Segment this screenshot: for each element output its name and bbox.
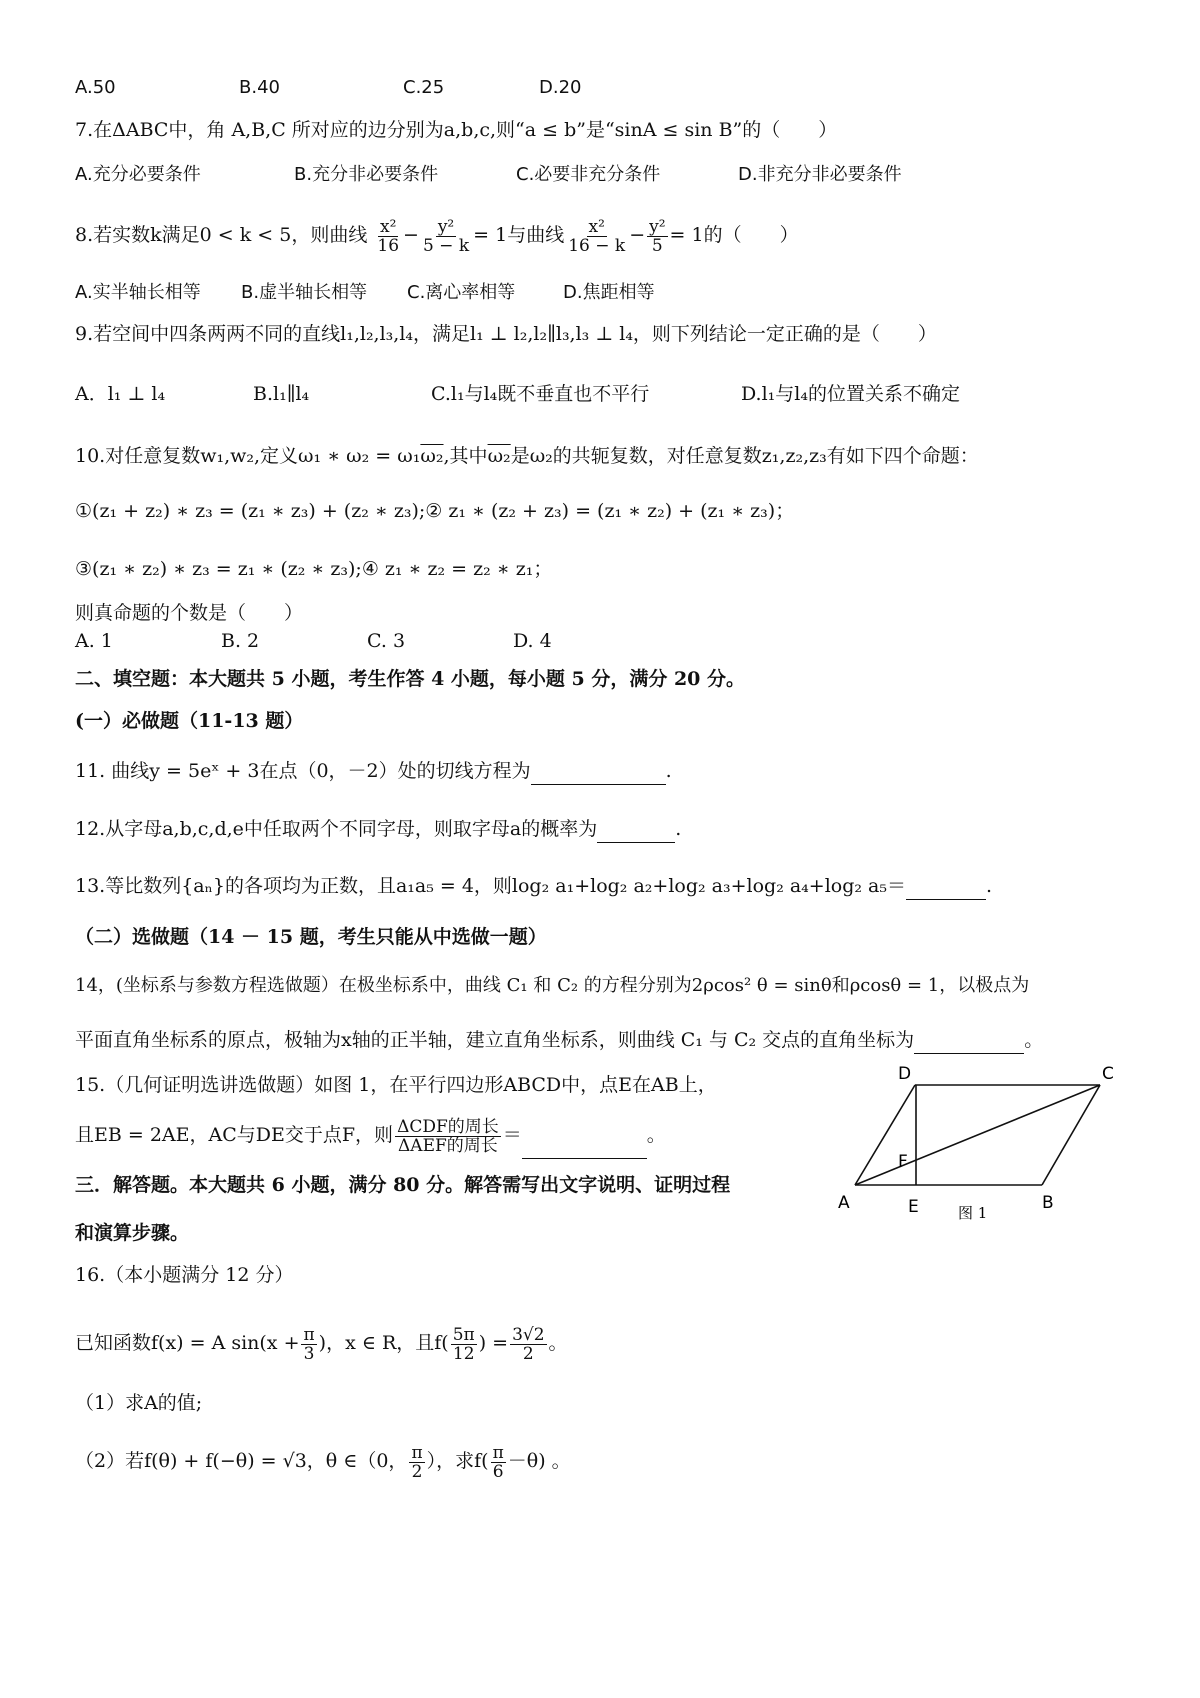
frac-numerator: x² — [588, 216, 605, 237]
q15-equals: ＝ — [502, 1124, 522, 1146]
q8-stem-prefix: 8.若实数k满足0 < k < 5，则曲线 — [75, 224, 368, 246]
q7-options — [75, 162, 902, 188]
frac-denominator: 12 — [452, 1343, 475, 1364]
q16-pi3-frac — [301, 1326, 316, 1363]
q7-stem: 7.在ΔABC中，角 A,B,C 所对应的边分别为a,b,c,则“a ≤ b”是“sinA ≤ sin B”的（ ） — [75, 119, 838, 141]
q8-curve1-rhs: = 1 — [473, 224, 508, 246]
q11 — [75, 758, 672, 785]
q14-line1: 14，(坐标系与参数方程选做题）在极坐标系中，曲线 C₁ 和 C₂ 的方程分别为2ρcos² θ = sinθ和ρcosθ = 1，以极点为 — [75, 975, 1030, 996]
q16-arg-frac — [451, 1326, 477, 1363]
q10-option-c: C. 3 — [367, 630, 406, 652]
q10-option-d: D. 4 — [513, 630, 552, 652]
section2-heading: 二、填空题：本大题共 5 小题，考生作答 4 小题，每小题 5 分，满分 20 分。 — [75, 668, 746, 690]
q9-option-c: C.l₁与l₄既不垂直也不平行 — [431, 383, 650, 405]
q16-part2-arg-frac — [491, 1444, 506, 1481]
q12-answer-blank — [597, 816, 675, 843]
frac-numerator: 5π — [452, 1324, 475, 1345]
q6-option-c: C.25 — [403, 77, 445, 98]
section2a-heading: (一）必做题（11-13 题） — [75, 710, 304, 732]
frac-numerator: y² — [437, 216, 455, 237]
label-f: F — [898, 1152, 908, 1172]
diagonal-ac — [855, 1085, 1100, 1185]
q15-answer-blank — [522, 1112, 647, 1159]
frac-denominator: 5 − k — [422, 235, 470, 256]
q10-conj-1: ω₂ — [420, 445, 444, 467]
figure-caption: 图 1 — [958, 1204, 988, 1222]
q16-given-eq: ) = — [478, 1332, 509, 1354]
q6-option-b: B.40 — [239, 77, 280, 98]
q10-ask: 则真命题的个数是（ ） — [75, 602, 304, 624]
q8-stem: 8.若实数k满足0 < k < 5，则曲线 $\frac{\text{x²}}{16}$ − $\frac{\text{y²}}{5 - k}$ = 1与曲线 $\frac{\text{x²}}{16 - k}$ − $\frac{\text{y²}}{5}$ = 1的（ ） — [75, 216, 799, 256]
q7-option-a: A.充分必要条件 — [75, 164, 201, 185]
q8-options — [75, 280, 655, 306]
q8-curve2-frac2 — [647, 218, 667, 255]
q10-props-2: ③(z₁ ∗ z₂) ∗ z₃ = z₁ ∗ (z₂ ∗ z₃);④ z₁ ∗ z₂ = z₂ ∗ z₁； — [75, 558, 553, 580]
q7-option-d: D.非充分非必要条件 — [738, 164, 902, 185]
q11-answer-blank — [531, 758, 666, 785]
q16-part1: （1）求A的值; — [75, 1392, 203, 1414]
q8-curve2-frac1 — [566, 218, 627, 255]
q16-part2-mid: ），求f( — [426, 1450, 489, 1472]
q6-option-a: A.50 — [75, 77, 116, 98]
frac-numerator: π — [303, 1324, 315, 1345]
q16-given-mid: )，x ∈ R，且f( — [318, 1332, 449, 1354]
section3-heading-line2: 和演算步骤。 — [75, 1222, 190, 1244]
q8-option-b: B.虚半轴长相等 — [241, 282, 368, 303]
frac-denominator: 5 — [651, 235, 663, 256]
q12 — [75, 816, 681, 843]
section3-heading-line1: 三．解答题。本大题共 6 小题，满分 80 分。解答需写出文字说明、证明过程 — [75, 1174, 731, 1196]
q15-line1: 15.（几何证明选讲选做题）如图 1，在平行四边形ABCD中，点E在AB上， — [75, 1074, 717, 1096]
q15-end: 。 — [646, 1124, 666, 1146]
q6-options — [75, 75, 582, 101]
frac-denominator: 2 — [522, 1343, 534, 1364]
q15-ratio-frac — [395, 1118, 501, 1155]
frac-denominator: 3 — [303, 1343, 315, 1364]
frac-denominator: 2 — [411, 1461, 423, 1482]
q11-text: 11. 曲线y = 5eˣ + 3在点（0，－2）处的切线方程为 — [75, 760, 531, 782]
q8-stem-suffix: 的（ ） — [703, 224, 799, 246]
q7-option-b: B.充分非必要条件 — [294, 164, 439, 185]
q7-option-c: C.必要非充分条件 — [516, 164, 661, 185]
frac-numerator: π — [492, 1442, 504, 1463]
q15-line2 — [75, 1112, 666, 1159]
q13 — [75, 873, 992, 900]
q16-part2-pi-frac — [409, 1444, 424, 1481]
q16-part2-end: －θ) 。 — [507, 1450, 571, 1472]
q16-header: 16.（本小题满分 12 分） — [75, 1264, 294, 1286]
q10-props-1: ①(z₁ + z₂) ∗ z₃ = (z₁ ∗ z₃) + (z₂ ∗ z₃);② z₁ ∗ (z₂ + z₃) = (z₁ ∗ z₂) + (z₁ ∗ z₃)； — [75, 500, 795, 522]
q8-option-c: C.离心率相等 — [407, 282, 516, 303]
q10-stem-b: ,其中 — [443, 445, 488, 467]
q8-curve2-rhs: = 1 — [669, 224, 704, 246]
edge-cb — [1042, 1085, 1100, 1185]
label-e: E — [908, 1197, 919, 1217]
q8-option-d: D.焦距相等 — [563, 282, 655, 303]
q8-curve1-frac2 — [421, 218, 471, 255]
frac-denominator: ΔAEF的周长 — [398, 1135, 498, 1156]
q6-option-d: D.20 — [539, 77, 582, 98]
q16-val-frac — [510, 1326, 546, 1363]
q10-stem-c: 是ω₂的共轭复数，对任意复数z₁,z₂,z₃有如下四个命题： — [510, 445, 979, 467]
label-d: D — [898, 1064, 912, 1084]
frac-numerator: y² — [649, 216, 666, 237]
q10-option-b: B. 2 — [221, 630, 260, 652]
q16-given-end: 。 — [548, 1332, 568, 1354]
frac-denominator: 16 — [377, 235, 400, 256]
q16-given-prefix: 已知函数f(x) = A sin(x + — [75, 1332, 300, 1354]
q14-line2 — [75, 1027, 1043, 1054]
q14-end: 。 — [1024, 1029, 1044, 1051]
q9-option-b: B.l₁∥l₄ — [253, 383, 310, 405]
label-b: B — [1042, 1193, 1054, 1213]
q10-options — [75, 628, 552, 654]
frac-numerator: π — [411, 1442, 423, 1463]
q12-end: . — [675, 818, 682, 840]
q9-option-a: A．l₁ ⊥ l₄ — [75, 383, 166, 405]
q13-answer-blank — [906, 873, 986, 900]
section2b-heading: （二）选做题（14 － 15 题，考生只能从中选做一题） — [75, 926, 547, 948]
q8-curve1-frac1 — [375, 218, 401, 255]
q12-text: 12.从字母a,b,c,d,e中任取两个不同字母，则取字母a的概率为 — [75, 818, 598, 840]
q9-option-d: D.l₁与l₄的位置关系不确定 — [741, 383, 960, 405]
q8-option-a: A.实半轴长相等 — [75, 282, 201, 303]
frac-numerator: ΔCDF的周长 — [397, 1116, 499, 1137]
q8-stem-mid: 与曲线 — [507, 224, 565, 246]
q10-option-a: A. 1 — [75, 630, 113, 652]
q9-options — [75, 381, 960, 407]
frac-numerator: 3√2 — [512, 1324, 545, 1345]
q16-part2 — [75, 1436, 571, 1486]
q16-part2-prefix: （2）若f(θ) + f(−θ) = √3，θ ∈（0， — [75, 1450, 408, 1472]
q13-end: . — [986, 875, 993, 897]
label-c: C — [1102, 1064, 1114, 1084]
q10-stem-a: 10.对任意复数w₁,w₂,定义ω₁ ∗ ω₂ = ω₁ — [75, 445, 421, 467]
q10-conj-2: ω₂ — [487, 445, 511, 467]
q14-line2-text: 平面直角坐标系的原点，极轴为x轴的正半轴，建立直角坐标系，则曲线 C₁ 与 C₂ 交点的直角坐标为 — [75, 1029, 915, 1051]
label-a: A — [838, 1193, 850, 1213]
frac-numerator: x² — [380, 216, 397, 237]
q13-text: 13.等比数列{aₙ}的各项均为正数，且a₁a₅ = 4，则log₂ a₁+log₂ a₂+log₂ a₃+log₂ a₄+log₂ a₅＝ — [75, 875, 906, 897]
q14-answer-blank — [914, 1027, 1024, 1054]
q9-stem: 9.若空间中四条两两不同的直线l₁,l₂,l₃,l₄，满足l₁ ⊥ l₂,l₂∥l₃,l₃ ⊥ l₄，则下列结论一定正确的是（ ） — [75, 323, 937, 345]
q16-given — [75, 1318, 568, 1368]
q15-line2-prefix: 且EB = 2AE，AC与DE交于点F，则 — [75, 1124, 394, 1146]
figure-1-parallelogram — [820, 1060, 1140, 1240]
q11-end: . — [665, 760, 672, 782]
frac-denominator: 6 — [492, 1461, 504, 1482]
frac-denominator: 16 − k — [568, 235, 626, 256]
q10-stem — [75, 443, 979, 469]
